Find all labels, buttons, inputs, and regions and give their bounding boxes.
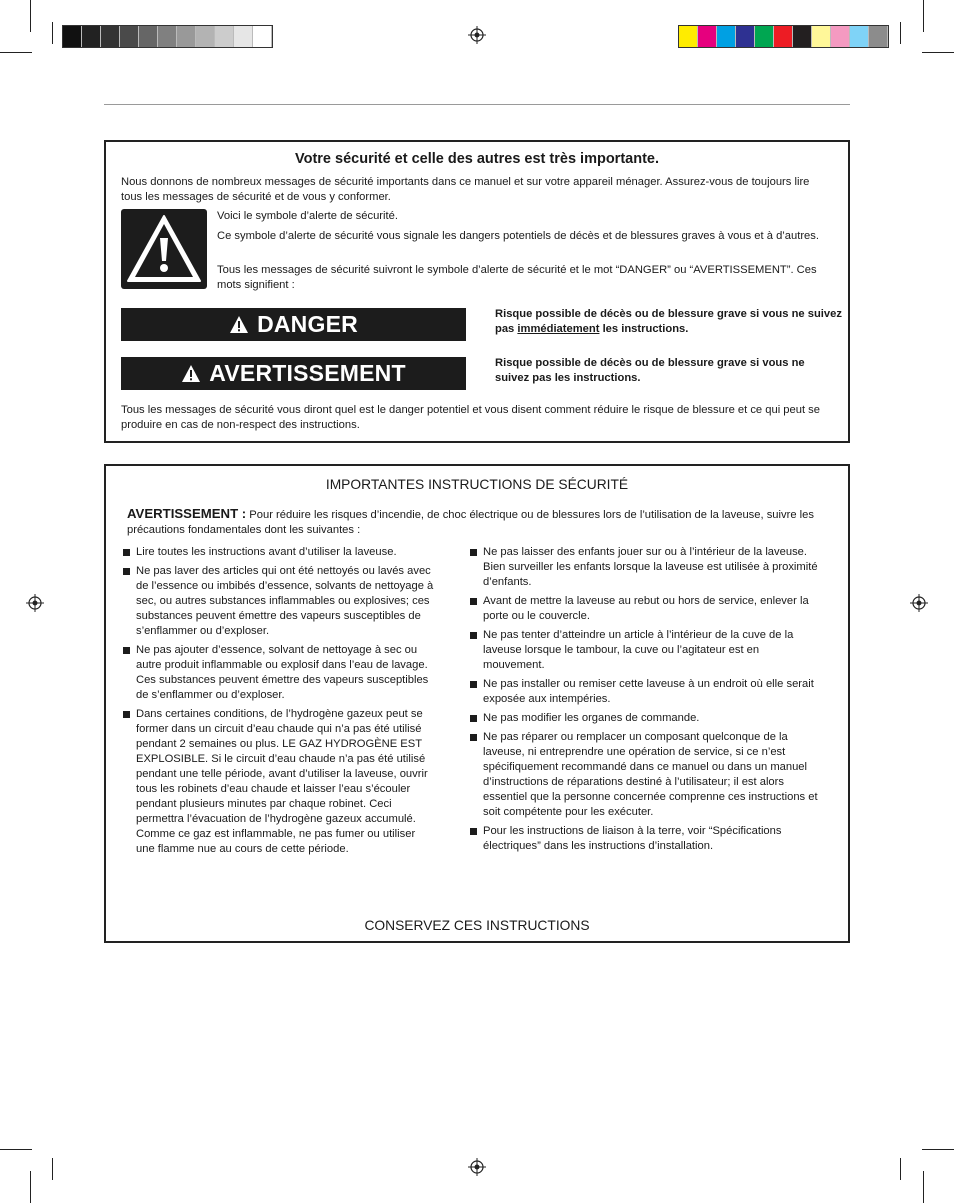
color-swatch: [139, 26, 158, 47]
header-rule: [104, 104, 850, 105]
save-instructions-footer: CONSERVEZ CES INSTRUCTIONS: [364, 918, 590, 933]
danger-desc-text-end: les instructions.: [599, 323, 689, 335]
color-swatch: [82, 26, 101, 47]
crop-mark: [900, 22, 901, 44]
instructions-warning: [127, 506, 827, 538]
safety-alert-symbol-icon: [121, 209, 207, 289]
safety-title: Votre sécurité et celle des autres est très importante.: [295, 151, 659, 167]
crop-mark: [0, 52, 32, 53]
danger-description: [495, 307, 845, 337]
registration-mark-icon: [910, 594, 928, 612]
registration-mark-icon: [26, 594, 44, 612]
color-swatch: [869, 26, 888, 47]
color-swatch: [177, 26, 196, 47]
crop-mark: [923, 1171, 924, 1203]
color-swatch: [736, 26, 755, 47]
color-swatch: [774, 26, 793, 47]
safety-closing: Tous les messages de sécurité vous diront quel est le danger potentiel et vous disent comment réduire le risque de blessure et ce qui peut se produire en cas de non-respect des instructions.: [121, 404, 820, 431]
color-swatch: [63, 26, 82, 47]
list-item: Ne pas tenter d’atteindre un article à l’intérieur de la cuve de la laveuse lorsque le tambour, la cuve ou l’agitateur est en mouvement.: [469, 628, 821, 673]
instructions-title: IMPORTANTES INSTRUCTIONS DE SÉCURITÉ: [325, 477, 629, 492]
list-item: Ne pas réparer ou remplacer un composant quelconque de la laveuse, ni entreprendre une opération de service, si ce n’est spécifiquement recommandé dans ce manuel ou dans un manuel d’instructions de réparations destiné à l’utilisateur; il est alors essentiel que la personne concernée comprenne ces instructions et soit compétente pour les exécuter.: [469, 730, 821, 820]
color-swatch: [158, 26, 177, 47]
color-swatch: [831, 26, 850, 47]
crop-mark: [922, 52, 954, 53]
warning-description: Risque possible de décès ou de blessure grave si vous ne suivez pas les instructions.: [495, 357, 805, 384]
color-swatch: [793, 26, 812, 47]
crop-mark: [30, 0, 31, 32]
color-swatch: [253, 26, 272, 47]
color-swatch: [850, 26, 869, 47]
safety-message-box: [104, 140, 850, 443]
danger-desc-emphasis: immédiatement: [517, 323, 600, 335]
list-item: Dans certaines conditions, de l’hydrogène gazeux peut se former dans un circuit d’eau chaude qui n’a pas été utilisé pendant 2 semaines ou plus. LE GAZ HYDROGÈNE EST EXPLOSIBLE. Si le circuit d’eau chaude n’a pas été utilisé pendant une telle période, avant d’utiliser la laveuse, ouvrir tous les robinets d’eau chaude et laisser l’eau s’écouler pendant plusieurs minutes par chaque robinet. Ceci permettra l’évacuation de l’hydrogène gazeux accumulé. Comme ce gaz est inflammable, ne pas fumer ou utiliser une flamme nue au cours de cette période.: [122, 707, 435, 857]
symbol-description: Voici le symbole d’alerte de sécurité.: [217, 210, 398, 222]
instructions-left-column: [122, 545, 435, 861]
warning-banner: [121, 357, 466, 390]
color-swatch: [196, 26, 215, 47]
warning-text: Pour réduire les risques d’incendie, de choc électrique ou de blessures lors de l’utilisation de la laveuse, suivre les précautions fondamentales dont les suivantes :: [127, 509, 814, 536]
registration-mark-icon: [468, 1158, 486, 1176]
list-item: Lire toutes les instructions avant d’utiliser la laveuse.: [122, 545, 435, 560]
list-item: Ne pas ajouter d’essence, solvant de nettoyage à sec ou autre produit inflammable ou explosif dans l’eau de lavage. Ces substances peuvent émettre des vapeurs susceptibles de s’enflammer ou d’exploser.: [122, 643, 435, 703]
process-color-bar: [678, 25, 889, 48]
crop-mark: [922, 1149, 954, 1150]
symbol-signal-words: Tous les messages de sécurité suivront le symbole d’alerte de sécurité et le mot “DANGER” ou “AVERTISSEMENT”. Ces mots signifient :: [217, 264, 817, 291]
list-item: Ne pas modifier les organes de commande.: [469, 711, 821, 726]
warning-lead: AVERTISSEMENT :: [127, 506, 247, 521]
crop-mark: [52, 22, 53, 44]
danger-desc-text: Risque possible de décès ou de blessure grave si vous ne suivez pas: [495, 308, 842, 335]
safety-intro: Nous donnons de nombreux messages de sécurité importants dans ce manuel et sur votre appareil ménager. Assurez-vous de toujours lire tous les messages de sécurité et de vous y conformer.: [121, 176, 810, 203]
danger-label: DANGER: [257, 311, 358, 337]
warning-triangle-icon: [229, 315, 249, 335]
warning-triangle-icon: [181, 364, 201, 384]
list-item: Ne pas laisser des enfants jouer sur ou à l’intérieur de la laveuse. Bien surveiller les enfants lorsque la laveuse est utilisée à proximité d’enfants.: [469, 545, 821, 590]
registration-mark-icon: [468, 26, 486, 44]
crop-mark: [900, 1158, 901, 1180]
safety-instructions-box: [104, 464, 850, 943]
crop-mark: [0, 1149, 32, 1150]
warning-label: AVERTISSEMENT: [209, 360, 406, 386]
color-swatch: [120, 26, 139, 47]
color-swatch: [215, 26, 234, 47]
color-swatch: [755, 26, 774, 47]
list-item: Ne pas installer ou remiser cette laveuse à un endroit où elle serait exposée aux intempéries.: [469, 677, 821, 707]
color-swatch: [679, 26, 698, 47]
list-item: Avant de mettre la laveuse au rebut ou hors de service, enlever la porte ou le couvercle.: [469, 594, 821, 624]
list-item: Pour les instructions de liaison à la terre, voir “Spécifications électriques” dans les instructions d’installation.: [469, 824, 821, 854]
instructions-right-column: [469, 545, 821, 858]
color-swatch: [101, 26, 120, 47]
danger-banner: [121, 308, 466, 341]
crop-mark: [52, 1158, 53, 1180]
color-swatch: [698, 26, 717, 47]
list-item: Ne pas laver des articles qui ont été nettoyés ou lavés avec de l’essence ou imbibés d’essence, solvants de nettoyage à sec, ou autres substances inflammables ou explosives; ces substances peuvent émettre des vapeurs susceptibles de s’enflammer ou d’exploser.: [122, 564, 435, 639]
crop-mark: [923, 0, 924, 32]
symbol-meaning: Ce symbole d’alerte de sécurité vous signale les dangers potentiels de décès et de blessures graves à vous et à d’autres.: [217, 230, 819, 242]
grayscale-color-bar: [62, 25, 273, 48]
crop-mark: [30, 1171, 31, 1203]
color-swatch: [234, 26, 253, 47]
color-swatch: [717, 26, 736, 47]
color-swatch: [812, 26, 831, 47]
